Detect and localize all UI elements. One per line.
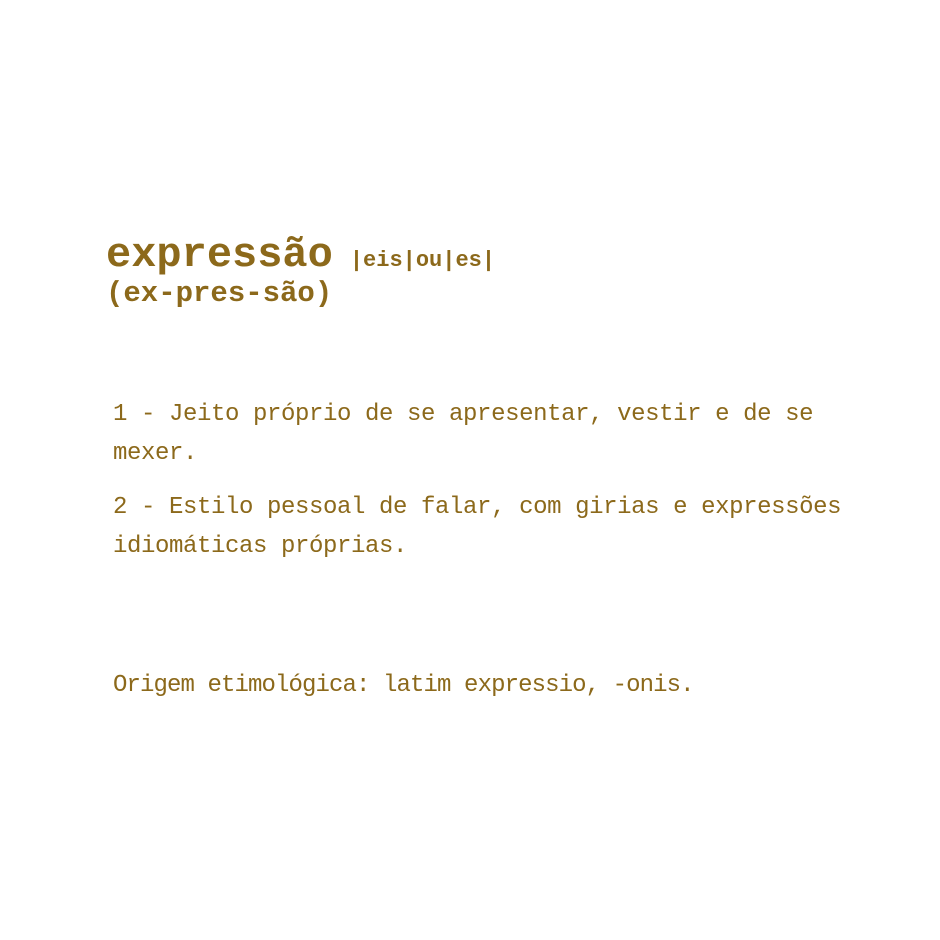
headword: expressão [106, 231, 333, 279]
definition-item-1: 1 - Jeito próprio de se apresentar, vestir e de se mexer. [113, 401, 814, 467]
pronunciation: |eis|ou|es| [349, 248, 496, 273]
definition-item-2: 2 - Estilo pessoal de falar, com girias e expressões idiomáticas próprias. [113, 494, 842, 560]
syllable-breakdown: (ex-pres-são) [106, 277, 333, 310]
etymology-note: Origem etimológica: latim expressio, -onis. [113, 672, 694, 699]
headword-line [106, 231, 496, 279]
entry-header [106, 231, 496, 311]
